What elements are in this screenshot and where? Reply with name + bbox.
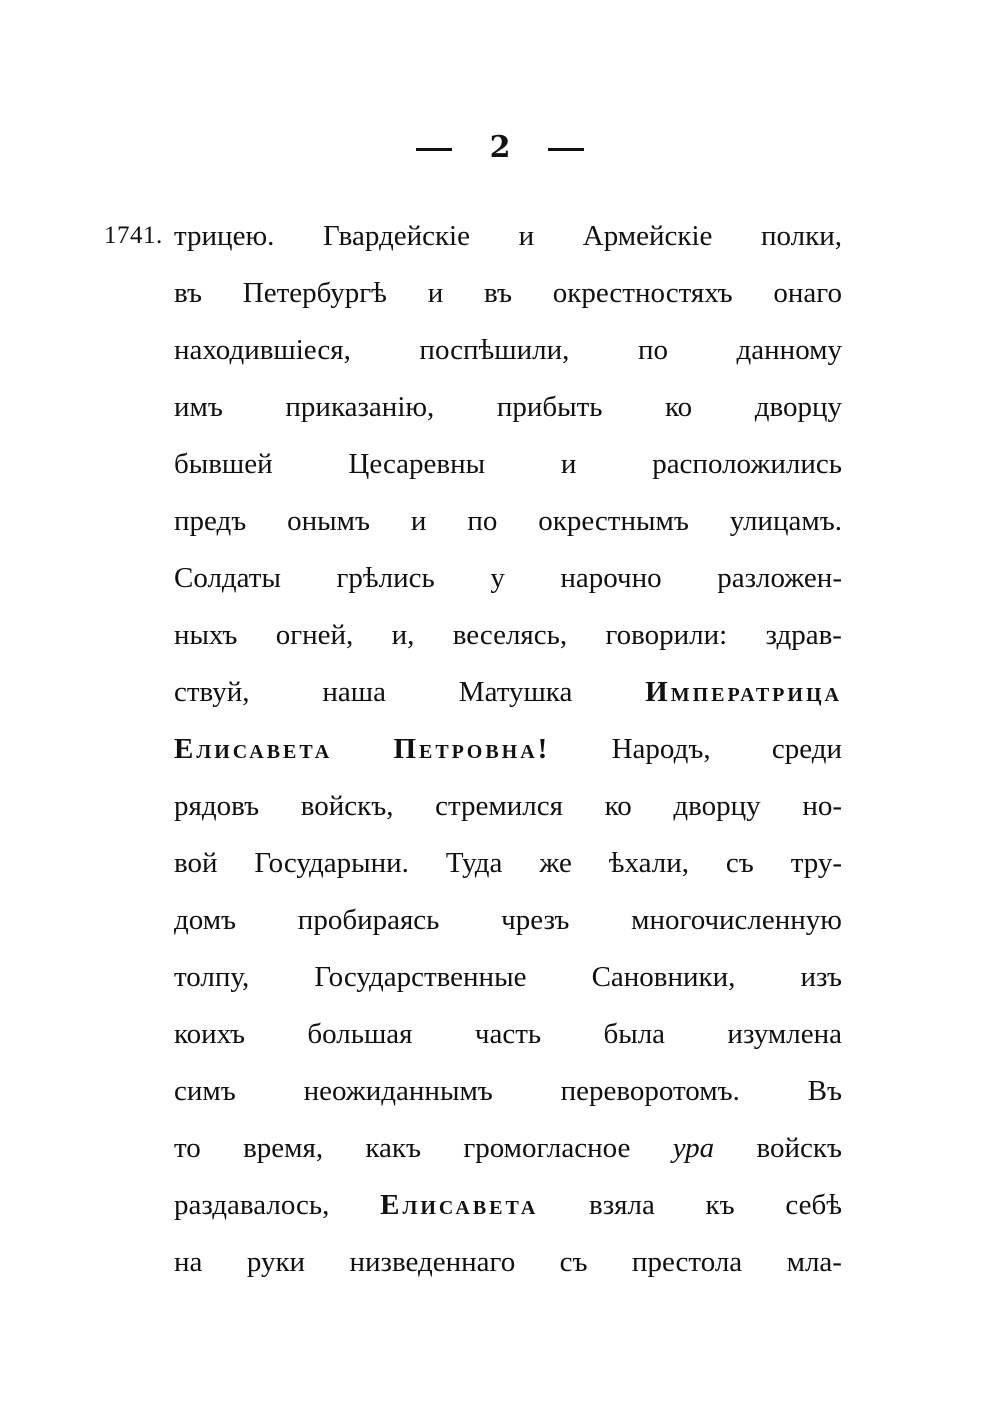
word: приказанію, [285, 391, 435, 423]
word: войскъ [756, 1132, 842, 1164]
text-line [174, 554, 842, 611]
word: ко [665, 391, 693, 423]
word: Въ [807, 1075, 842, 1107]
text-line [174, 611, 842, 668]
word: наша [322, 676, 386, 708]
word: и [427, 277, 444, 309]
word: и [560, 448, 577, 480]
text-line [174, 725, 842, 782]
word: изъ [800, 961, 842, 993]
word: ко [604, 790, 632, 822]
word: бывшей [174, 448, 273, 480]
text-line [174, 326, 842, 383]
word: Сановники, [591, 961, 736, 993]
text-line [174, 1181, 842, 1238]
word: полки, [761, 220, 842, 252]
text-line [174, 1238, 842, 1295]
word: по [637, 334, 668, 366]
word: ура [672, 1132, 715, 1164]
word: коихъ [174, 1018, 246, 1050]
word: ныхъ [174, 619, 238, 651]
word: себѣ [785, 1189, 842, 1221]
word: окрестнымъ [538, 505, 689, 537]
word: и [410, 505, 427, 537]
word: Народъ, [611, 733, 711, 765]
word: домъ [174, 904, 237, 936]
word: у [490, 562, 505, 594]
word: но- [802, 790, 842, 822]
word: трицею. [174, 220, 275, 252]
word: данному [736, 334, 842, 366]
word: раздавалось, [174, 1189, 330, 1221]
word: предъ [174, 505, 247, 537]
word: расположились [652, 448, 842, 480]
word: то [174, 1132, 201, 1164]
word: же [539, 847, 572, 879]
dash-left [416, 148, 452, 151]
text-line [174, 896, 842, 953]
text-line [174, 269, 842, 326]
word: чрезъ [501, 904, 570, 936]
word: рядовъ [174, 790, 260, 822]
word: и [518, 220, 535, 252]
word: улицамъ. [729, 505, 842, 537]
word: и, [391, 619, 415, 651]
word: толпу, [174, 961, 250, 993]
word: окрестностяхъ [552, 277, 733, 309]
word: престола [631, 1246, 743, 1278]
word: какъ [365, 1132, 422, 1164]
word: Елисавета [174, 733, 333, 765]
word: время, [243, 1132, 324, 1164]
word: дворцу [673, 790, 761, 822]
word: многочисленную [631, 904, 842, 936]
word: мла- [786, 1246, 842, 1278]
word: переворотомъ. [560, 1075, 740, 1107]
word: на [174, 1246, 203, 1278]
word: тру- [790, 847, 842, 879]
word: Гвардейскіе [322, 220, 470, 252]
word: говорили: [605, 619, 728, 651]
word: Императрица [645, 676, 842, 708]
word: Цесаревны [348, 448, 486, 480]
word: съ [725, 847, 754, 879]
margin-year-note: 1741. [104, 222, 163, 249]
word: вой [174, 847, 218, 879]
word: Петровна! [393, 733, 551, 765]
word: Армейскіе [582, 220, 713, 252]
word: ѣхали, [608, 847, 689, 879]
word: по [467, 505, 498, 537]
word: Государственные [314, 961, 527, 993]
page-number: 2 [489, 130, 511, 165]
word: къ [705, 1189, 735, 1221]
word: нарочно [560, 562, 662, 594]
text-line [174, 839, 842, 896]
word: среди [771, 733, 842, 765]
word: въ [484, 277, 512, 309]
word: огней, [275, 619, 354, 651]
text-line [174, 1067, 842, 1124]
word: Петербургѣ [242, 277, 387, 309]
word: Государыни. [254, 847, 409, 879]
word: часть [474, 1018, 542, 1050]
word: ствуй, [174, 676, 250, 708]
text-line [174, 497, 842, 554]
word: грѣлись [336, 562, 435, 594]
word: Туда [445, 847, 503, 879]
text-line [174, 668, 842, 725]
word: громогласное [463, 1132, 631, 1164]
word: руки [246, 1246, 306, 1278]
text-line [174, 212, 842, 269]
word: Солдаты [174, 562, 281, 594]
word: была [603, 1018, 666, 1050]
word: Матушка [458, 676, 573, 708]
word: онымъ [287, 505, 371, 537]
text-line [174, 782, 842, 839]
dash-right [548, 148, 584, 151]
word: симъ [174, 1075, 236, 1107]
body-text [174, 212, 842, 1295]
word: съ [559, 1246, 588, 1278]
word: веселясь, [452, 619, 568, 651]
word: разложен- [717, 562, 842, 594]
word: здрав- [765, 619, 842, 651]
word: пробираясь [297, 904, 440, 936]
word: войскъ, [300, 790, 394, 822]
text-line [174, 1010, 842, 1067]
word: находившіеся, [174, 334, 351, 366]
word: стремился [435, 790, 563, 822]
page-number-header [0, 128, 1000, 168]
text-line [174, 383, 842, 440]
word: въ [174, 277, 202, 309]
word: поспѣшили, [419, 334, 570, 366]
word: дворцу [754, 391, 842, 423]
text-line [174, 1124, 842, 1181]
word: Елисавета [380, 1189, 539, 1221]
word: имъ [174, 391, 223, 423]
word: прибыть [496, 391, 603, 423]
word: неожиданнымъ [303, 1075, 493, 1107]
text-line [174, 440, 842, 497]
word: большая [307, 1018, 413, 1050]
word: изумлена [727, 1018, 842, 1050]
word: низведеннаго [349, 1246, 516, 1278]
text-line [174, 953, 842, 1010]
word: взяла [589, 1189, 655, 1221]
word: онаго [773, 277, 842, 309]
